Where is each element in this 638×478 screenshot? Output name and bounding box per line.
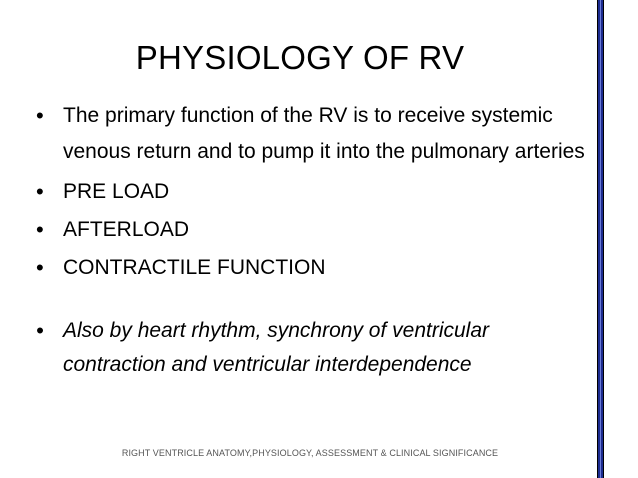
bullet-dot-icon: • xyxy=(36,179,44,204)
bullet-item xyxy=(36,250,596,286)
slide-title: PHYSIOLOGY OF RV xyxy=(135,39,465,76)
bullet-dot-icon: • xyxy=(36,318,44,343)
bullet-text: Also by heart rhythm, synchrony of ventricular contraction and ventricular interdependence xyxy=(63,319,490,376)
bullet-text: CONTRACTILE FUNCTION xyxy=(63,256,326,279)
slide-footer: RIGHT VENTRICLE ANATOMY,PHYSIOLOGY, ASSESSMENT & CLINICAL SIGNIFICANCE xyxy=(121,448,499,458)
rail-highlight xyxy=(600,0,601,478)
bullet-dot-icon: • xyxy=(36,255,44,280)
bullet-dot-icon: • xyxy=(36,103,44,128)
bullet-item xyxy=(36,212,596,248)
decorative-side-rail xyxy=(597,0,604,478)
bullet-dot-icon: • xyxy=(36,217,44,242)
bullet-item xyxy=(36,314,596,382)
bullet-item xyxy=(36,98,596,170)
bullet-text: AFTERLOAD xyxy=(63,218,190,241)
bullet-list xyxy=(36,98,596,382)
bullet-item xyxy=(36,174,596,210)
bullet-text: The primary function of the RV is to receive systemic venous return and to pump it into the pulmonary arteries xyxy=(63,104,585,163)
bullet-text: PRE LOAD xyxy=(63,180,170,203)
